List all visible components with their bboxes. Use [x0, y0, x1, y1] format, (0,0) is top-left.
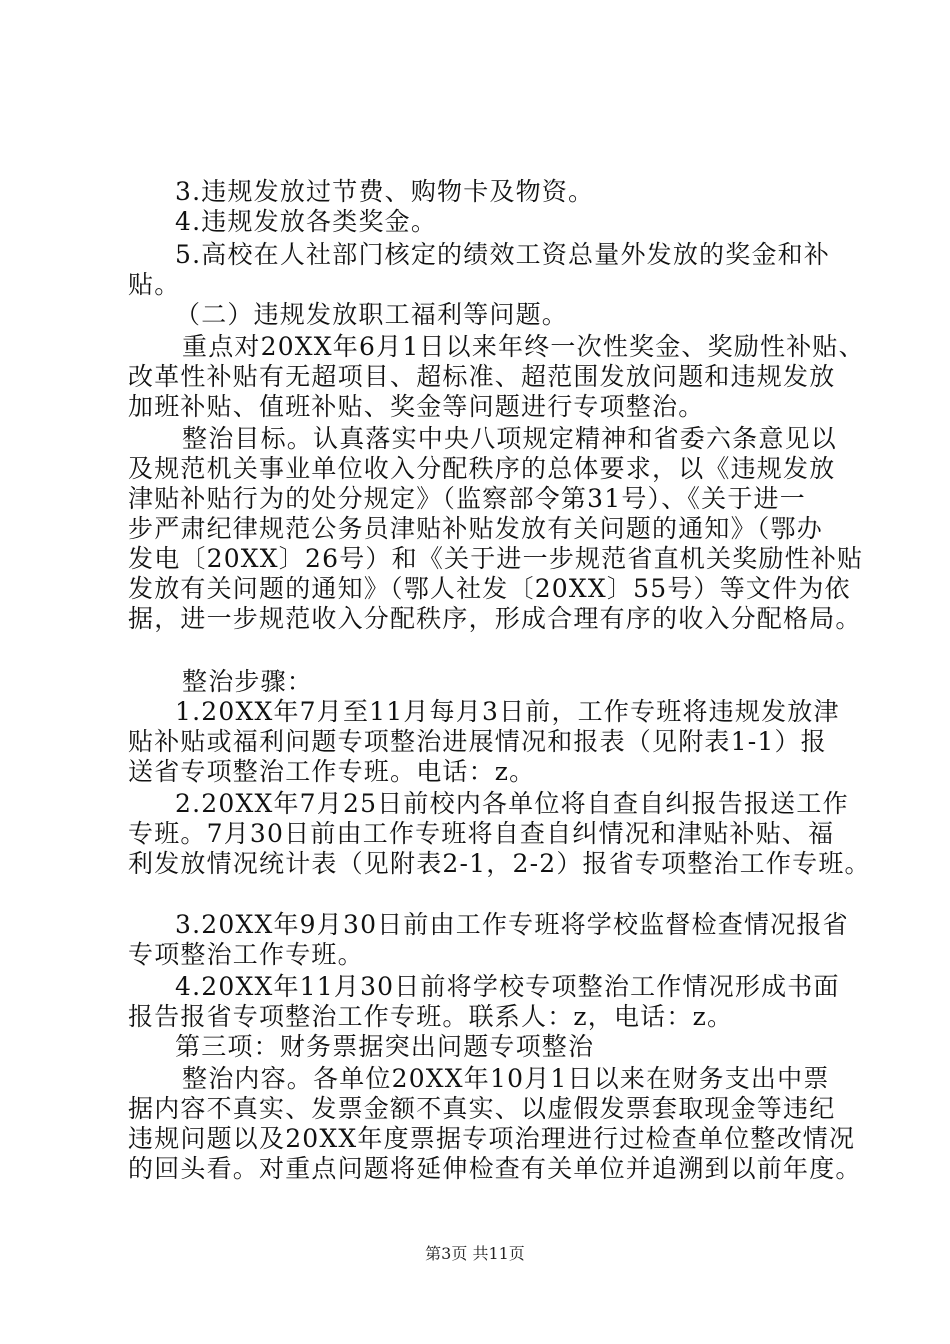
text-line: 发电〔20XX〕26号）和《关于进一步规范省直机关奖励性补贴	[128, 544, 864, 573]
text-line: 整治目标。认真落实中央八项规定精神和省委六条意见以	[182, 424, 838, 453]
text-line: 据，进一步规范收入分配秩序，形成合理有序的收入分配格局。	[128, 604, 862, 633]
text-line: 加班补贴、值班补贴、奖金等问题进行专项整治。	[128, 392, 705, 421]
text-line: 发放有关问题的通知》（鄂人社发〔20XX〕55号）等文件为依	[128, 574, 851, 603]
page-footer: 第3页 共11页	[425, 1244, 525, 1263]
text-line: 送省专项整治工作专班。电话：z。	[128, 757, 536, 786]
text-line: 2.20XX年7月25日前校内各单位将自查自纠报告报送工作	[175, 789, 849, 818]
text-line: 的回头看。对重点问题将延伸检查有关单位并追溯到以前年度。	[128, 1154, 862, 1183]
text-line: 重点对20XX年6月1日以来年终一次性奖金、奖励性补贴、	[182, 332, 865, 361]
text-line: 专项整治工作专班。	[128, 940, 364, 969]
text-line: 及规范机关事业单位收入分配秩序的总体要求，以《违规发放	[128, 454, 836, 483]
text-line: 4.20XX年11月30日前将学校专项整治工作情况形成书面	[175, 972, 840, 1001]
text-line: 专班。7月30日前由工作专班将自查自纠情况和津贴补贴、福	[128, 819, 835, 848]
text-line: 4.违规发放各类奖金。	[175, 207, 438, 236]
text-line: 3.违规发放过节费、购物卡及物资。	[175, 177, 595, 206]
text-line: 整治内容。各单位20XX年10月1日以来在财务支出中票	[182, 1064, 830, 1093]
text-line: 1.20XX年7月至11月每月3日前，工作专班将违规发放津	[175, 697, 840, 726]
text-line: 报告报省专项整治工作专班。联系人：z，电话：z。	[128, 1002, 734, 1031]
text-line: 津贴补贴行为的处分规定》（监察部令第31号）、《关于进一	[128, 484, 806, 513]
text-line: 贴。	[128, 270, 181, 299]
text-line: 第三项：财务票据突出问题专项整治	[175, 1032, 595, 1061]
text-line: 违规问题以及20XX年度票据专项治理进行过检查单位整改情况	[128, 1124, 856, 1153]
text-line: （二）违规发放职工福利等问题。	[175, 300, 569, 329]
text-line: 利发放情况统计表（见附表2-1，2-2）报省专项整治工作专班。	[128, 849, 871, 878]
text-line: 据内容不真实、发票金额不真实、以虚假发票套取现金等违纪	[128, 1094, 836, 1123]
text-line: 步严肃纪律规范公务员津贴补贴发放有关问题的通知》（鄂办	[128, 514, 823, 543]
text-line: 贴补贴或福利问题专项整治进展情况和报表（见附表1-1）报	[128, 727, 827, 756]
text-line: 整治步骤：	[182, 667, 314, 696]
text-line: 5.高校在人社部门核定的绩效工资总量外发放的奖金和补	[175, 240, 831, 269]
text-line: 3.20XX年9月30日前由工作专班将学校监督检查情况报省	[175, 910, 849, 939]
text-line: 改革性补贴有无超项目、超标准、超范围发放问题和违规发放	[128, 362, 836, 391]
